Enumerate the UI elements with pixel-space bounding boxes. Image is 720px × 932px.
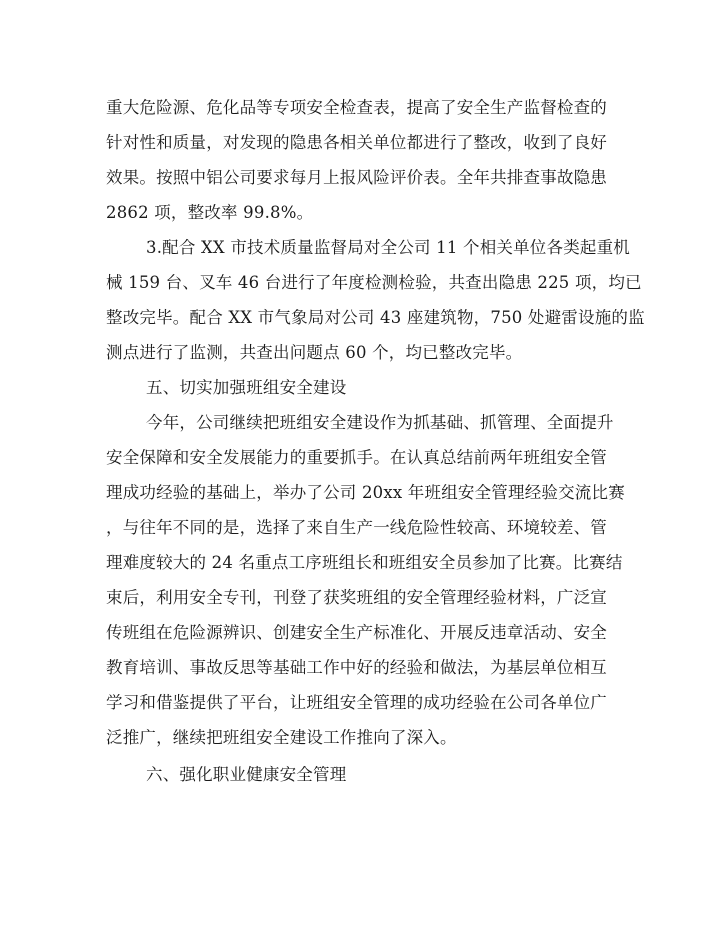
section-heading: 六、强化职业健康安全管理: [146, 765, 347, 784]
text-line: 械 159 台、叉车 46 台进行了年度检测检验，共查出隐患 225 项，均已: [106, 273, 642, 292]
text-line: 泛推广，继续把班组安全建设工作推向了深入。: [106, 728, 457, 747]
text-line: 今年，公司继续把班组安全建设作为抓基础、抓管理、全面提升: [146, 413, 614, 432]
text-line: 学习和借鉴提供了平台，让班组安全管理的成功经验在公司各单位广: [106, 693, 607, 712]
text-line: 理难度较大的 24 名重点工序班组长和班组安全员参加了比赛。比赛结: [106, 553, 623, 572]
text-line: 2862 项，整改率 99.8%。: [106, 203, 314, 222]
text-line: 教育培训、事故反思等基础工作中好的经验和做法，为基层单位相互: [106, 658, 607, 677]
text-line: 理成功经验的基础上，举办了公司 20xx 年班组安全管理经验交流比赛: [106, 483, 625, 502]
text-line: 测点进行了监测，共查出问题点 60 个，均已整改完毕。: [106, 343, 523, 362]
section-heading: 五、切实加强班组安全建设: [146, 378, 347, 397]
text-line: 整改完毕。配合 XX 市气象局对公司 43 座建筑物，750 处避雷设施的监: [106, 308, 645, 327]
text-line: 安全保障和安全发展能力的重要抓手。在认真总结前两年班组安全管: [106, 448, 607, 467]
text-line: ，与往年不同的是，选择了来自生产一线危险性较高、环境较差、管: [106, 518, 607, 537]
text-line: 束后，利用安全专刊，刊登了获奖班组的安全管理经验材料，广泛宣: [106, 588, 607, 607]
text-line: 效果。按照中铝公司要求每月上报风险评价表。全年共排查事故隐患: [106, 168, 607, 187]
text-line: 传班组在危险源辨识、创建安全生产标准化、开展反违章活动、安全: [106, 623, 607, 642]
text-line: 针对性和质量，对发现的隐患各相关单位都进行了整改，收到了良好: [106, 133, 607, 152]
text-line: 重大危险源、危化品等专项安全检查表，提高了安全生产监督检查的: [106, 98, 607, 117]
text-line: 3.配合 XX 市技术质量监督局对全公司 11 个相关单位各类起重机: [146, 238, 631, 257]
